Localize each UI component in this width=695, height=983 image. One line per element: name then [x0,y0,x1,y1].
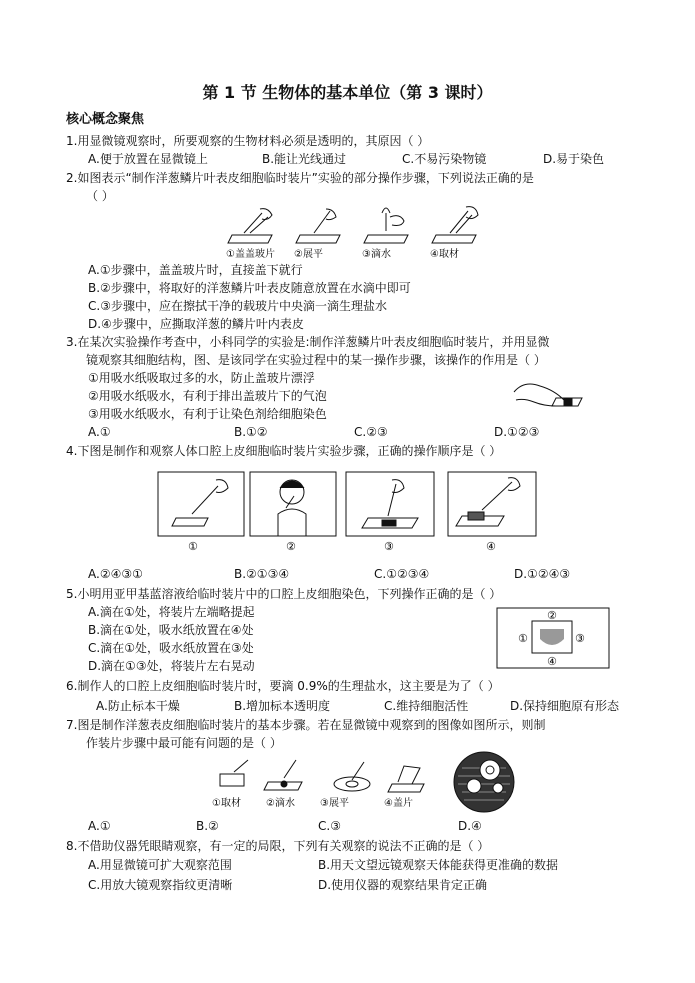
q1-option-d: D.易于染色 [543,152,605,166]
q2-option-c: C.③步骤中，应在擦拭干净的载玻片中央滴一滴生理盐水 [88,299,387,313]
q4-option-c: C.①②③④ [374,567,430,581]
q5-option-c: C.滴在①处，吸水纸放置在③处 [88,641,254,655]
q1-option-c: C.不易污染物镜 [402,152,487,166]
q7-steps-figure [212,752,442,812]
q7-caption-2: ②滴水 [266,798,295,809]
q4-stem: 4.下图是制作和观察人体口腔上皮细胞临时装片实验步骤，正确的操作顺序是（ ） [66,444,502,458]
q6-stem: 6.制作人的口腔上皮细胞临时装片时，要滴 0.9%的生理盐水，这主要是为了（ ） [66,679,500,693]
q7-option-a: A.① [88,819,111,833]
q4-option-d: D.①②④③ [514,567,571,581]
q8-option-a: A.用显微镜可扩大观察范围 [88,858,232,872]
q7-option-c: C.③ [318,819,341,833]
q5-marker-2: ② [547,609,557,622]
q3-option-d: D.①②③ [494,425,540,439]
q8-option-c: C.用放大镜观察指纹更清晰 [88,878,233,892]
q1-stem: 1.用显微镜观察时，所要观察的生物材料必须是透明的，其原因（ ） [66,134,430,148]
q8-option-b: B.用天文望远镜观察天体能获得更准确的数据 [318,858,559,872]
q5-marker-4: ④ [547,655,557,668]
q2-caption-1: ①盖盖玻片 [226,249,275,260]
q5-marker-1: ① [518,632,528,645]
q6-option-b: B.增加标本透明度 [234,699,331,713]
q2-caption-3: ③滴水 [362,249,391,260]
q7-caption-4: ④盖片 [384,798,413,809]
q2-figure [222,203,494,261]
q2-stem-line2: （ ） [86,189,114,203]
q2-option-b: B.②步骤中，将取好的洋葱鳞片叶表皮随意放置在水滴中即可 [88,281,411,295]
q2-caption-4: ④取材 [430,249,459,260]
q8-stem: 8.不借助仪器凭眼睛观察，有一定的局限，下列有关观察的说法不正确的是（ ） [66,839,490,853]
q3-figure [508,370,586,414]
q7-option-b: B.② [196,819,219,833]
section-heading: 核心概念聚焦 [66,112,145,127]
q1-option-b: B.能让光线通过 [262,152,347,166]
q4-label-2: ② [286,540,296,553]
q3-stem-line1: 3.在某次实验操作考查中，小科同学的实验是:制作洋葱鳞片叶表皮细胞临时装片，并用显微 [66,335,550,349]
q2-caption-2: ②展平 [294,249,323,260]
q2-stem-line1: 2.如图表示“制作洋葱鳞片叶表皮细胞临时装片”实验的部分操作步骤，下列说法正确的是 [66,171,534,185]
q5-stem: 5.小明用亚甲基蓝溶液给临时装片中的口腔上皮细胞染色，下列操作正确的是（ ） [66,587,502,601]
q4-label-4: ④ [486,540,496,553]
q3-stem-line2: 镜观察其细胞结构，图、是该同学在实验过程中的某一操作步骤，该操作的作用是（ ） [86,353,546,367]
q7-caption-1: ①取材 [212,798,241,809]
q4-figure [156,470,546,556]
q4-option-b: B.②①③④ [234,567,290,581]
q6-option-d: D.保持细胞原有形态 [510,699,620,713]
q4-label-1: ① [188,540,198,553]
q4-label-3: ③ [384,540,394,553]
q3-option-a: A.① [88,425,111,439]
q7-stem-line2: 作装片步骤中最可能有问题的是（ ） [86,736,282,750]
q5-figure [496,607,610,669]
q6-option-a: A.防止标本干燥 [96,699,180,713]
q6-option-c: C.维持细胞活性 [384,699,469,713]
q3-statement-2: ②用吸水纸吸水，有利于排出盖玻片下的气泡 [88,389,327,403]
q1-option-a: A.便于放置在显微镜上 [88,152,208,166]
q3-statement-3: ③用吸水纸吸水，有利于让染色剂给细胞染色 [88,407,327,421]
q7-caption-3: ③展平 [320,798,349,809]
q3-option-b: B.①② [234,425,268,439]
q7-option-d: D.④ [458,819,482,833]
q7-microscope-view [452,750,516,814]
q3-statement-1: ①用吸水纸吸取过多的水，防止盖玻片漂浮 [88,371,315,385]
q5-option-d: D.滴在①③处，将装片左右晃动 [88,659,255,673]
q2-option-a: A.①步骤中，盖盖玻片时，直接盖下就行 [88,263,303,277]
q2-option-d: D.④步骤中，应撕取洋葱的鳞片叶内表皮 [88,317,304,331]
q8-option-d: D.使用仪器的观察结果肯定正确 [318,878,488,892]
q4-option-a: A.②④③① [88,567,143,581]
page-title: 第 1 节 生物体的基本单位（第 3 课时） [202,83,493,102]
q3-option-c: C.②③ [354,425,388,439]
q5-option-b: B.滴在①处，吸水纸放置在④处 [88,623,254,637]
q5-marker-3: ③ [575,632,585,645]
q7-stem-line1: 7.图是制作洋葱表皮细胞临时装片的基本步骤。若在显微镜中观察到的图像如图所示，则制 [66,718,546,732]
q5-option-a: A.滴在①处，将装片左端略提起 [88,605,255,619]
